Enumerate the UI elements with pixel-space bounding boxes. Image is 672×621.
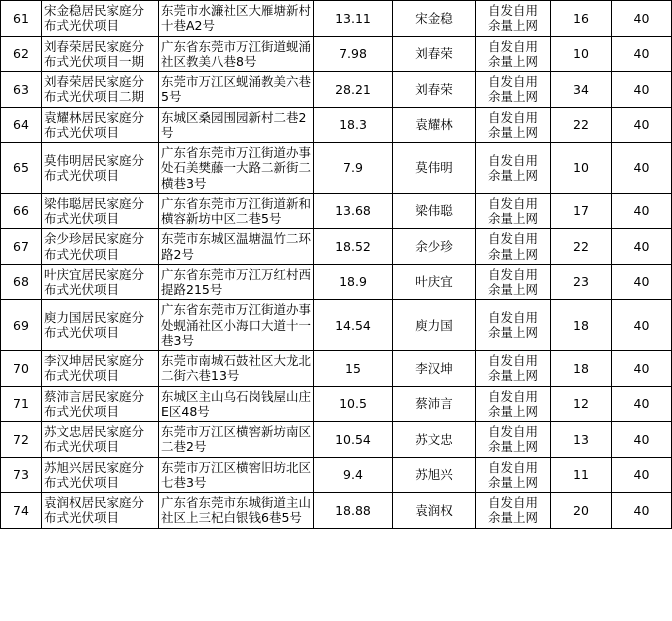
cell-index: 67	[1, 229, 42, 265]
table-row	[1, 264, 672, 300]
mode-line-2: 余量上网	[487, 246, 538, 262]
cell-owner: 莫伟明	[393, 143, 476, 194]
cell-address: 广东省东莞市万江街道蚬涌社区教美八巷8号	[159, 36, 314, 72]
cell-owner: 梁伟聪	[393, 193, 476, 229]
cell-capacity: 10.5	[314, 386, 393, 422]
cell-value-a: 18	[551, 300, 612, 351]
cell-address: 东莞市南城石鼓社区大龙北二街六巷13号	[159, 351, 314, 387]
mode-line-1: 自发自用	[487, 309, 538, 325]
mode-line-1: 自发自用	[487, 266, 538, 282]
cell-owner: 余少珍	[393, 229, 476, 265]
cell-address: 东城区主山乌石岗钱屋山庄E区48号	[159, 386, 314, 422]
cell-index: 72	[1, 422, 42, 458]
mode-line-2: 余量上网	[487, 18, 538, 34]
cell-address: 广东省东莞市万江万红村西提路215号	[159, 264, 314, 300]
table-row	[1, 193, 672, 229]
mode-line-1: 自发自用	[487, 3, 538, 18]
cell-value-b: 40	[612, 193, 672, 229]
cell-index: 62	[1, 36, 42, 72]
cell-value-b: 40	[612, 493, 672, 529]
cell-value-a: 16	[551, 1, 612, 37]
cell-value-b: 40	[612, 300, 672, 351]
mode-line-2: 余量上网	[487, 211, 538, 226]
cell-capacity: 18.88	[314, 493, 393, 529]
cell-mode	[476, 457, 551, 493]
cell-owner: 袁耀林	[393, 107, 476, 143]
cell-capacity: 18.52	[314, 229, 393, 265]
table-row	[1, 72, 672, 108]
cell-project: 刘春荣居民家庭分布式光伏项目一期	[42, 36, 159, 72]
cell-mode	[476, 36, 551, 72]
mode-line-1: 自发自用	[487, 195, 538, 211]
mode-line-2: 余量上网	[487, 53, 538, 69]
table-row	[1, 36, 672, 72]
cell-mode	[476, 107, 551, 143]
table-row	[1, 107, 672, 143]
mode-line-1: 自发自用	[487, 495, 538, 510]
cell-value-b: 40	[612, 422, 672, 458]
cell-owner: 刘春荣	[393, 72, 476, 108]
cell-value-b: 40	[612, 229, 672, 265]
cell-value-a: 22	[551, 229, 612, 265]
cell-value-a: 17	[551, 193, 612, 229]
cell-address: 广东省东莞市万江街道办事处石美樊藤一大路二新街二横巷3号	[159, 143, 314, 194]
mode-line-2: 余量上网	[487, 474, 538, 490]
cell-mode	[476, 264, 551, 300]
cell-project: 叶庆宜居民家庭分布式光伏项目	[42, 264, 159, 300]
table-row	[1, 386, 672, 422]
cell-capacity: 15	[314, 351, 393, 387]
cell-capacity: 13.68	[314, 193, 393, 229]
cell-index: 71	[1, 386, 42, 422]
cell-owner: 宋金稳	[393, 1, 476, 37]
cell-address: 广东省东莞市万江街道新和横容新坊中区二巷5号	[159, 193, 314, 229]
cell-value-a: 10	[551, 36, 612, 72]
cell-owner: 袁润权	[393, 493, 476, 529]
mode-line-2: 余量上网	[487, 282, 538, 297]
cell-mode	[476, 493, 551, 529]
mode-line-1: 自发自用	[487, 74, 538, 89]
cell-project: 莫伟明居民家庭分布式光伏项目	[42, 143, 159, 194]
cell-value-a: 20	[551, 493, 612, 529]
cell-project: 余少珍居民家庭分布式光伏项目	[42, 229, 159, 265]
cell-mode	[476, 300, 551, 351]
cell-index: 70	[1, 351, 42, 387]
cell-project: 袁润权居民家庭分布式光伏项目	[42, 493, 159, 529]
table-row	[1, 422, 672, 458]
mode-line-1: 自发自用	[487, 353, 538, 368]
cell-mode	[476, 386, 551, 422]
cell-index: 64	[1, 107, 42, 143]
cell-value-b: 40	[612, 264, 672, 300]
cell-capacity: 13.11	[314, 1, 393, 37]
cell-capacity: 10.54	[314, 422, 393, 458]
cell-owner: 刘春荣	[393, 36, 476, 72]
cell-value-a: 10	[551, 143, 612, 194]
cell-index: 65	[1, 143, 42, 194]
cell-project: 袁耀林居民家庭分布式光伏项目	[42, 107, 159, 143]
cell-project: 宋金稳居民家庭分布式光伏项目	[42, 1, 159, 37]
mode-line-2: 余量上网	[487, 510, 538, 526]
cell-project: 刘春荣居民家庭分布式光伏项目二期	[42, 72, 159, 108]
cell-address: 广东省东莞市东城街道主山社区上三杞白银钱6巷5号	[159, 493, 314, 529]
cell-project: 庾力国居民家庭分布式光伏项目	[42, 300, 159, 351]
mode-line-2: 余量上网	[487, 124, 538, 140]
cell-value-a: 34	[551, 72, 612, 108]
mode-line-1: 自发自用	[487, 38, 538, 54]
table-row	[1, 143, 672, 194]
cell-value-b: 40	[612, 36, 672, 72]
cell-mode	[476, 72, 551, 108]
cell-address: 东莞市万江区横窖旧坊北区七巷3号	[159, 457, 314, 493]
cell-mode	[476, 351, 551, 387]
cell-value-b: 40	[612, 1, 672, 37]
cell-value-b: 40	[612, 457, 672, 493]
mode-line-1: 自发自用	[487, 388, 538, 404]
cell-project: 梁伟聪居民家庭分布式光伏项目	[42, 193, 159, 229]
cell-address: 东城区桑园围园新村二巷2号	[159, 107, 314, 143]
mode-line-2: 余量上网	[487, 439, 538, 455]
cell-capacity: 14.54	[314, 300, 393, 351]
cell-capacity: 7.9	[314, 143, 393, 194]
table-row	[1, 493, 672, 529]
cell-value-a: 18	[551, 351, 612, 387]
table-row	[1, 457, 672, 493]
table-row	[1, 300, 672, 351]
cell-capacity: 28.21	[314, 72, 393, 108]
cell-index: 73	[1, 457, 42, 493]
cell-mode	[476, 1, 551, 37]
cell-address: 广东省东莞市万江街道办事处蚬涌社区小海口大道十一巷3号	[159, 300, 314, 351]
cell-address: 东莞市水濂社区大雁塘新村十巷A2号	[159, 1, 314, 37]
mode-line-1: 自发自用	[487, 152, 538, 168]
cell-value-b: 40	[612, 72, 672, 108]
cell-address: 东莞市万江区横窖新坊南区二巷2号	[159, 422, 314, 458]
cell-value-b: 40	[612, 351, 672, 387]
cell-capacity: 18.3	[314, 107, 393, 143]
cell-value-a: 12	[551, 386, 612, 422]
cell-owner: 苏旭兴	[393, 457, 476, 493]
cell-index: 63	[1, 72, 42, 108]
table-row	[1, 1, 672, 37]
cell-project: 苏文忠居民家庭分布式光伏项目	[42, 422, 159, 458]
cell-project: 蔡沛言居民家庭分布式光伏项目	[42, 386, 159, 422]
mode-line-2: 余量上网	[487, 325, 538, 341]
cell-value-a: 13	[551, 422, 612, 458]
cell-capacity: 9.4	[314, 457, 393, 493]
cell-mode	[476, 193, 551, 229]
cell-value-a: 23	[551, 264, 612, 300]
mode-line-2: 余量上网	[487, 89, 538, 105]
mode-line-2: 余量上网	[487, 167, 538, 183]
cell-mode	[476, 229, 551, 265]
mode-line-1: 自发自用	[487, 459, 538, 475]
cell-project: 李汉坤居民家庭分布式光伏项目	[42, 351, 159, 387]
mode-line-2: 余量上网	[487, 403, 538, 419]
cell-value-a: 22	[551, 107, 612, 143]
mode-line-1: 自发自用	[487, 231, 538, 247]
cell-address: 东莞市万江区蚬涌教美六巷5号	[159, 72, 314, 108]
cell-index: 74	[1, 493, 42, 529]
cell-owner: 蔡沛言	[393, 386, 476, 422]
mode-line-1: 自发自用	[487, 424, 538, 439]
table-row	[1, 351, 672, 387]
cell-mode	[476, 422, 551, 458]
cell-mode	[476, 143, 551, 194]
cell-owner: 李汉坤	[393, 351, 476, 387]
cell-index: 66	[1, 193, 42, 229]
cell-value-b: 40	[612, 143, 672, 194]
cell-index: 61	[1, 1, 42, 37]
cell-index: 69	[1, 300, 42, 351]
cell-capacity: 7.98	[314, 36, 393, 72]
cell-capacity: 18.9	[314, 264, 393, 300]
cell-value-a: 11	[551, 457, 612, 493]
table-body	[1, 1, 672, 529]
mode-line-2: 余量上网	[487, 368, 538, 384]
cell-project: 苏旭兴居民家庭分布式光伏项目	[42, 457, 159, 493]
mode-line-1: 自发自用	[487, 109, 538, 125]
table-row	[1, 229, 672, 265]
cell-value-b: 40	[612, 107, 672, 143]
cell-value-b: 40	[612, 386, 672, 422]
cell-owner: 苏文忠	[393, 422, 476, 458]
cell-address: 东莞市东城区温塘温竹二环路2号	[159, 229, 314, 265]
cell-index: 68	[1, 264, 42, 300]
cell-owner: 庾力国	[393, 300, 476, 351]
cell-owner: 叶庆宜	[393, 264, 476, 300]
